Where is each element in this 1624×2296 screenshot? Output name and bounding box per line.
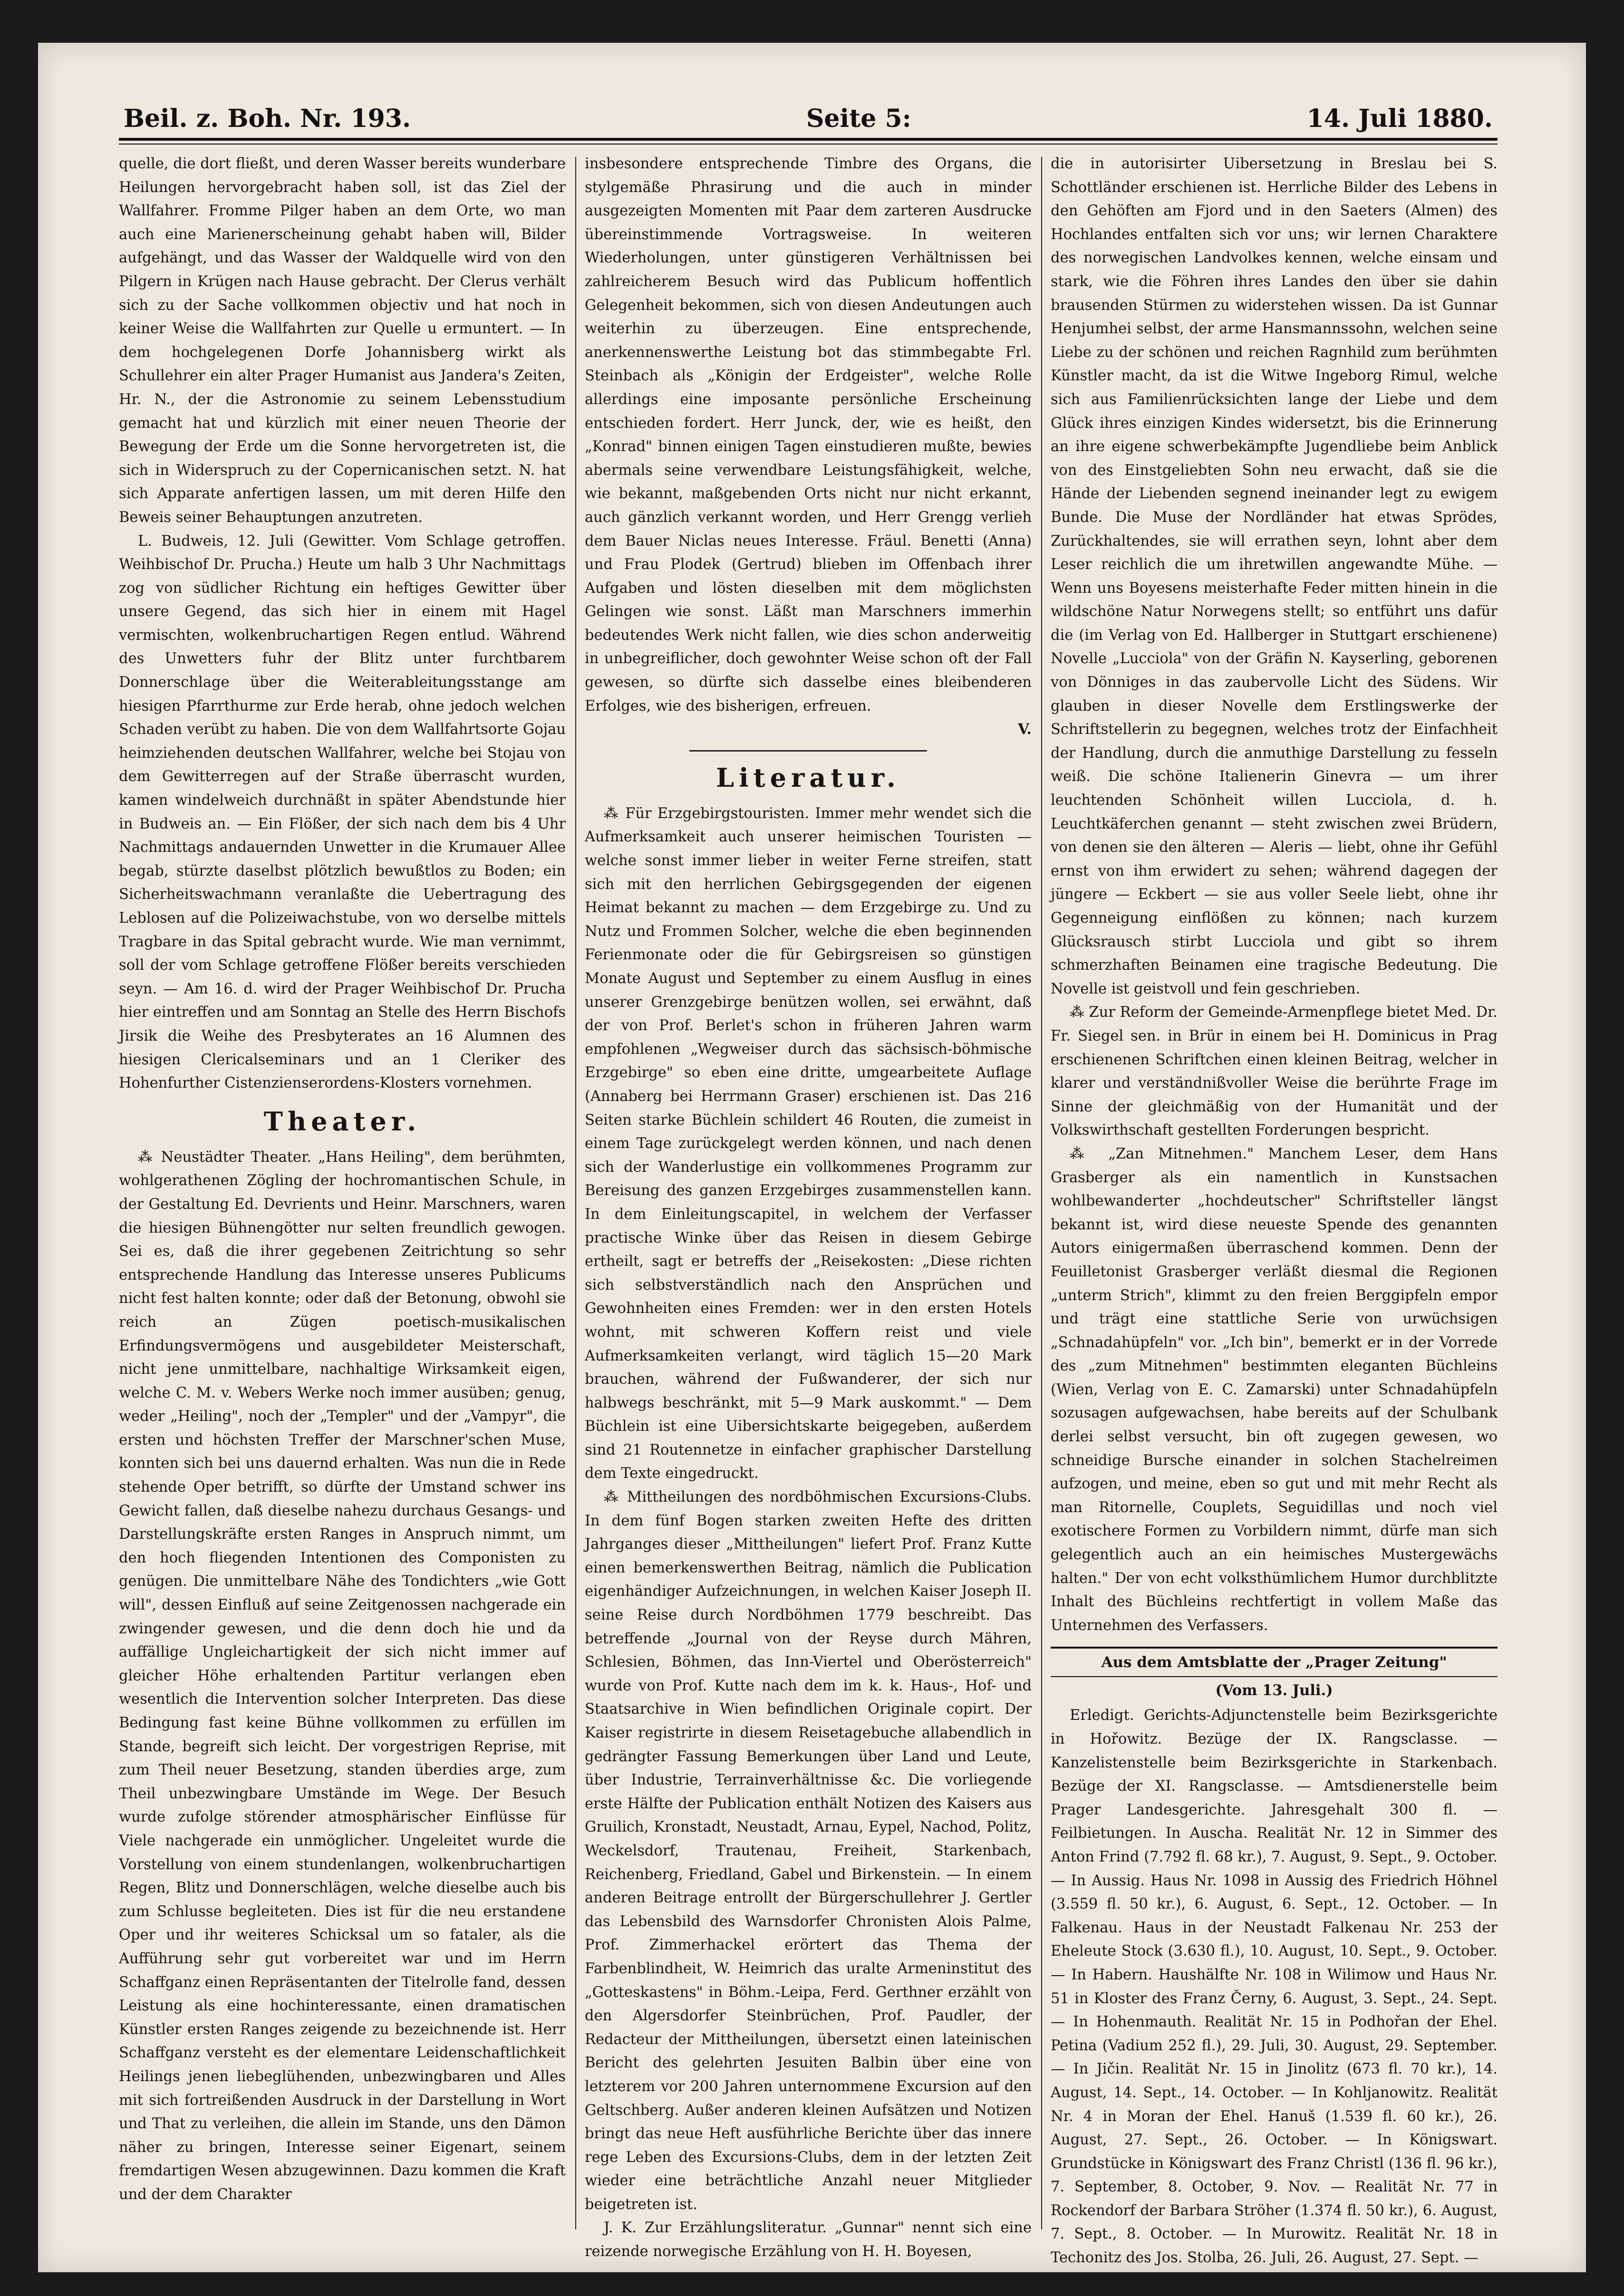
amtsblatt-title: Aus dem Amtsblatte der „Prager Zeitung" bbox=[1051, 1647, 1498, 1677]
article-pilgrimage-text: quelle, die dort fließt, und deren Wasser bereits wunderbare Heilungen hervorgebracht haben soll, ist das Ziel der Wallfahrer. Fromme Pilger haben an dem Orte, wo man auch eine Marienerscheinung gehabt haben will, Bilder aufgehängt, und das Wasser der Waldquelle wird von den Pilgern in Krügen nach Hause gebracht. Der Clerus verhält sich zu der Sache vollkommen objectiv und hat noch in keiner Weise die Wallfahrten zur Quelle u ermuntert. — In dem hochgelegenen Dorfe Johannisberg wirkt als Schullehrer ein alter Prager Humanist aus Jandera's Zeiten, Hr. N., der die Astronomie zu seinem Lebensstudium gemacht hat und kürzlich mit einer neuen Theorie der Bewegung der Erde um die Sonne hervorgetreten ist, die sich in Widerspruch zu der Copernicanischen setzt. N. hat sich Apparate anfertigen lassen, um mit deren Hilfe den Beweis seiner Behauptungen anzutreten. bbox=[119, 155, 566, 526]
article-theater-heiling: ⁂ Neustädter Theater. „Hans Heiling", dem berühmten, wohlgerathenen Zögling der hochromantischen Schule, in der Gestaltung Ed. Devrients und Heinr. Marschners, waren die hiesigen Bühnengötter nur selten freundlich gewogen. Sei es, daß die ihrer gegebenen Zeitrichtung so sehr entsprechende Handlung das Interesse unseres Publicums nicht fest halten konnte; oder daß der Betonung, obwohl sie reich an Zügen poetisch-musikalischen Erfindungsvermögens und ausgebildeter Meisterschaft, nicht jene unmittelbare, nachhaltige Wirksamkeit eigen, welche C. M. v. Webers Werke noch immer ausüben; genug, weder „Heiling", noch der „Templer" und der „Vampyr", die ersten und höchsten Treffer der Marschner'schen Muse, konnten sich bei uns dauernd erhalten. Was nun die in Rede stehende Oper betrifft, so dürfte der Umstand schwer ins Gewicht fallen, daß dieselbe nahezu durchaus Gesangs- und Darstellungskräfte ersten Ranges in Anspruch nimmt, um den hoch fliegenden Intentionen des Componisten zu genügen. Die unmittelbare Nähe des Tondichters „wie Gott will", dessen Einfluß auf seine Zeitgenossen nachgerade ein zwingender gewesen, und die denn doch hie und da auffällige Ungleichartigkeit der sich nicht immer auf gleicher Höhe erhaltenden Partitur verlangen eben wesentlich die Intervention solcher Interpreten. Das diese Bedingung fast keine Bühne vollkommen zu erfüllen im Stande, begreift sich leicht. Der vorgestrigen Reprise, mit zum Theil neuer Besetzung, standen überdies arge, zum Theil unbezwingbare Umstände im Wege. Der Besuch wurde zufolge störender atmosphärischer Einflüsse für Viele nachgerade ein unmöglicher. Ungeleitet wurde die Vorstellung von einem stundenlangen, wolkenbruchartigen Regen, Blitz und Donnerschlägen, welche dieselbe auch bis zum Schlusse begleiteten. Dies ist für die neu erstandene Oper und ihr weiteres Schicksal um so fataler, als die Aufführung sehr gut vorbereitet war und im Herrn Schaffganz einen Repräsentanten der Titelrolle fand, dessen Leistung als eine hochinteressante, einen dramatischen Künstler ersten Ranges zeigende zu bezeichnende ist. Herr Schaffganz versteht es der elementare Leidenschaftlichkeit Heilings jenen liebeglühenden, unbezwingbaren und Alles mit sich fortreißenden Ausdruck in der Darstellung in Wort und That zu verleihen, die allein im Stande, uns den Dämon näher zu bringen, Interesse seiner Eigenart, seinem fremdartigen Wesen abzugewinnen. Dazu kommen die Kraft und der dem Charakter bbox=[119, 1148, 566, 2203]
article-gunnar-continued: die in autorisirter Uibersetzung in Breslau bei S. Schottländer erschienen ist. Herrliche Bilder des Lebens in den Gehöften am Fjord und in den Saeters (Almen) des Hochlandes entfalten sich vor uns; wir lernen Charaktere des norwegischen Landvolkes kennen, welche einsam und stark, wie die Föhren ihres Landes den über sie dahin brausenden Stürmen zu widerstehen wissen. Da ist Gunnar Henjumhei selbst, der arme Hansmannssohn, welchen seine Liebe zu der schönen und reichen Ragnhild zum berühmten Künstler macht, da ist die Witwe Ingeborg Rimul, welche sich aus Familienrücksichten lange der Liebe und dem Glück ihres einzigen Kindes widersetzt, bis die Erinnerung an ihre eigene schwerbekämpfte Jugendliebe beim Anblick von des Einstgeliebten Sohn neu erwacht, daß sie die Hände der Liebenden segnend ineinander legt zu ewigem Bunde. Die Muse der Nordländer hat etwas Sprödes, Zurückhaltendes, sie will errathen seyn, lohnt aber dem Leser reichlich die um ihretwillen angewandte Mühe. — Wenn uns Boyesens meisterhafte Feder mitten hinein in die wildschöne Natur Norwegens stellt; so entführt uns dafür die (im Verlag von Ed. Hallberger in Stuttgart erschienene) Novelle „Lucciola" von der Gräfin N. Kayserling, geborenen von Dönniges in das zaubervolle Licht des Südens. Wir glauben in dieser Novelle dem Erstlingswerke der Schriftstellerin zu begegnen, welches trotz der Einfachheit der Handlung, durch die anmuthige Darstellung zu fesseln weiß. Die schöne Italienerin Ginevra — um ihrer leuchtenden Schönheit willen Lucciola, d. h. Leuchtkäferchen genannt — steht zwischen zwei Brüdern, von denen sie den älteren — Aleris — liebt, ohne ihr Gefühl ernst von ihm erwidert zu sehen; während dagegen der jüngere — Eckbert — sie aus voller Seele liebt, ohne ihr Gegenneigung einflößen zu können; nach kurzem Glücksrausch stirbt Lucciola und gibt so ihrem schmerzhaften Beinamen eine tragische Bedeutung. Die Novelle ist geistvoll und fein geschrieben. bbox=[1051, 155, 1498, 997]
article-erzgebirge: ⁂ Für Erzgebirgstouristen. Immer mehr wendet sich die Aufmerksamkeit auch unserer heimischen Touristen — welche sonst immer lieber in weiter Ferne streifen, statt sich mit den herrlichen Gebirgsgegenden der eigenen Heimat bekannt zu machen — dem Erzgebirge zu. Und zu Nutz und Frommen Solcher, welche die eben beginnenden Ferienmonate oder die für Gebirgsreisen so günstigen Monate August und September zu einem Ausflug in eines unserer Grenzgebirge benützen wollen, sei erwähnt, daß der von Prof. Berlet's schon in früheren Jahren warm empfohlenen „Wegweiser durch das sächsisch-böhmische Erzgebirge" so eben eine dritte, umgearbeitete Auflage (Annaberg bei Herrmann Graser) erschienen ist. Das 216 Seiten starke Büchlein schildert 46 Routen, die zumeist in einem Tage zurückgelegt werden können, und nach denen sich der Wanderlustige ein vollkommenes Programm zur Bereisung des ganzen Erzgebirges zusammenstellen kann. In dem Einleitungscapitel, in welchem der Verfasser practische Winke über das Reisen in diesem Gebirge ertheilt, sagt er betreffs der „Reisekosten: „Diese richten sich selbstverständlich nach den Ansprüchen und Gewohnheiten eines Fremden: wer in den ersten Hotels wohnt, mit schweren Koffern reist und viele Aufmerksamkeiten verlangt, wird täglich 15—20 Mark brauchen, während der Fußwanderer, der sich nur halbwegs beschränkt, mit 5—9 Mark auskommt." — Dem Büchlein ist eine Uibersichtskarte beigegeben, außerdem sind 21 Routennetze in einfacher graphischer Darstellung dem Texte eingedruckt. bbox=[585, 805, 1032, 1482]
page-header bbox=[124, 90, 1493, 133]
article-gunnar: J. K. Zur Erzählungsliteratur. „Gunnar" nennt sich eine reizende norwegische Erzählung von H. H. Boyesen, bbox=[585, 2219, 1032, 2260]
column-3 bbox=[1051, 152, 1498, 2267]
header-date: 14. Juli 1880. bbox=[1306, 104, 1493, 133]
column-divider-1 bbox=[575, 157, 576, 2229]
section-title-literature: Literatur. bbox=[716, 762, 900, 793]
header-page-number: Seite 5: bbox=[806, 104, 911, 133]
header-issue: Beil. z. Boh. Nr. 193. bbox=[124, 104, 411, 133]
section-divider bbox=[689, 750, 927, 752]
header-rule-thin bbox=[119, 144, 1498, 145]
article-signature: V. bbox=[1018, 721, 1032, 738]
column-divider-2 bbox=[1041, 157, 1042, 2229]
header-rule bbox=[119, 138, 1498, 141]
column-2 bbox=[585, 152, 1032, 2260]
amtsblatt-date: (Vom 13. Juli.) bbox=[1215, 1682, 1333, 1699]
newspaper-page bbox=[38, 43, 1586, 2272]
article-theater-continued: insbesondere entsprechende Timbre des Organs, die stylgemäße Phrasirung und die auch in minder ausgezeigten Momenten mit Paar dem zarteren Ausdrucke übereinstimmende Vortragsweise. In weiteren Wiederholungen, unter günstigeren Verhältnissen bei zahlreicherem Besuch wird das Publicum hoffentlich Gelegenheit bekommen, sich von diesen Andeutungen auch weiterhin zu überzeugen. Eine entsprechende, anerkennenswerthe Leistung bot das stimmbegabte Frl. Steinbach als „Königin der Erdgeister", welche Rolle allerdings eine imposante persönliche Erscheinung entschieden fordert. Herr Junck, der, wie es heißt, den „Konrad" binnen einigen Tagen einstudieren mußte, bewies abermals seine verwendbare Leistungsfähigkeit, welche, wie bekannt, maßgebenden Orts nicht nur nicht erkannt, auch gänzlich verkannt worden, und Herr Grengg verlieh dem Bauer Niclas neues Interesse. Fräul. Benetti (Anna) und Frau Plodek (Gertrud) blieben im Offenbach ihrer Aufgaben und lösten dieselben mit dem möglichsten Gelingen wie sonst. Läßt man Marschners immerhin bedeutendes Werk nicht fallen, wie dies schon anderweitig in unbegreiflicher, doch gewohnter Weise schon oft der Fall gewesen, so dürfte sich dasselbe eines bleibenderen Erfolges, wie des bisherigen, erfreuen. bbox=[585, 155, 1032, 714]
column-1 bbox=[119, 152, 566, 2234]
amtsblatt-listings: Erledigt. Gerichts-Adjunctenstelle beim Bezirksgerichte in Hořowitz. Bezüge der IX. Rangsclasse. — Kanzelistenstelle beim Bezirksgerichte in Starkenbach. Bezüge der XI. Rangsclasse. — Amtsdienerstelle beim Prager Landesgerichte. Jahresgehalt 300 fl. — Feilbietungen. In Auscha. Realität Nr. 12 in Simmer des Anton Frind (7.792 fl. 68 kr.), 7. August, 9. Sept., 9. October. — In Aussig. Haus Nr. 1098 in Aussig des Friedrich Höhnel (3.559 fl. 50 kr.), 6. August, 6. Sept., 12. October. — In Falkenau. Haus in der Neustadt Falkenau Nr. 253 der Eheleute Stock (3.630 fl.), 10. August, 10. Sept., 9. October. — In Habern. Haushälfte Nr. 108 in Wilimow und Haus Nr. 51 in Kloster des Franz Černy, 6. August, 3. Sept., 24. Sept. — In Hohenmauth. Realität Nr. 15 in Podhořan der Ehel. Petina (Vadium 252 fl.), 29. Juli, 30. August, 29. September. — In Jičin. Realität Nr. 15 in Jinolitz (673 fl. 70 kr.), 14. August, 14. Sept., 14. October. — In Kohljanowitz. Realität Nr. 4 in Moran der Ehel. Hanuš (1.539 fl. 60 kr.), 26. August, 27. Sept., 26. October. — In Königswart. Grundstücke in Königswart des Franz Christl (136 fl. 96 kr.), 7. September, 8. October, 9. Nov. — Realität Nr. 77 in Rockendorf der Barbara Ströher (1.374 fl. 50 kr.), 6. August, 7. Sept., 8. October. — In Murowitz. Realität Nr. 18 in Techonitz des Jos. Stolba, 26. Juli, 26. August, 27. Sept. — bbox=[1051, 1707, 1498, 2267]
section-title-theater: Theater. bbox=[263, 1106, 421, 1137]
article-zan-mitnehmen: ⁂ „Zan Mitnehmen." Manchem Leser, dem Hans Grasberger als ein namentlich in Kunstsachen wohlbewanderter „hochdeutscher" Schriftsteller längst bekannt ist, wird diese neueste Spende des genannten Autors einigermaßen überraschend kommen. Denn der Feuilletonist Grasberger verläßt diesmal die Regionen „unterm Strich", klimmt zu den freien Berggipfeln empor und trägt eine stattliche Serie von urwüchsigen „Schnadahüpfeln" vor. „Ich bin", bemerkt er in der Vorrede des „zum Mitnehmen" bestimmten eleganten Büchleins (Wien, Verlag von E. C. Zamarski) unter Schnadahüpfeln sozusagen aufgewachsen, habe bereits auf der Schulbank derlei selbst versucht, bin oft zugegen gewesen, wo schneidige Bursche einander in solchen Stachelreimen aufzogen, und meine, eben so gut und mit mehr Recht als man Ritornelle, Couplets, Seguidillas und noch viel exotischere Formen zu Vorbildern nimmt, dürfe man sich gelegentlich auch an ein heimisches Mustergewächs halten." Der von echt volksthümlichem Humor durchblitzte Inhalt des Büchleins rechtfertigt in vollem Maße das Unternehmen des Verfassers. bbox=[1051, 1145, 1498, 1634]
article-excursions-club: ⁂ Mittheilungen des nordböhmischen Excursions-Clubs. In dem fünf Bogen starken zweiten Hefte des dritten Jahrganges dieser „Mittheilungen" liefert Prof. Franz Kutte einen bemerkenswerthen Beitrag, nämlich die Publication eigenhändiger Aufzeichnungen, in welchen Kaiser Joseph II. seine Reise durch Nordböhmen 1779 beschreibt. Das betreffende „Journal von der Reyse durch Mähren, Schlesien, Böhmen, das Inn-Viertel und Oberösterreich" wurde von Prof. Kutte nach dem im k. k. Haus-, Hof- und Staatsarchive in Wien befindlichen Originale copirt. Der Kaiser registrirte in diesem Reisetagebuche allabendlich in gedrängter Fassung Bemerkungen über Land und Leute, über Industrie, Terrainverhältnisse &c. Die vorliegende erste Hälfte der Publication enthält Notizen des Kaisers aus Gruilich, Kronstadt, Neustadt, Arnau, Eypel, Nachod, Politz, Weckelsdorf, Trautenau, Freiheit, Starkenbach, Reichenberg, Friedland, Gabel und Birkenstein. — In einem anderen Beitrage entrollt der Bürgerschullehrer J. Gertler das Lebensbild des Warnsdorfer Chronisten Alois Palme, Prof. Zimmerhackel erörtert das Thema der Farbenblindheit, W. Heimrich das uralte Armeninstitut des „Gotteskastens" in Böhm.-Leipa, Ferd. Gerthner erzählt von den Algersdorfer Steinbrüchen, Prof. Paudler, der Redacteur der Mittheilungen, übersetzt einen lateinischen Bericht des gelehrten Jesuiten Balbin über eine von letzterem vor 200 Jahren unternommene Excursion auf den Geltschberg. Außer anderen kleinen Aufsätzen und Notizen bringt das neue Heft ausführliche Berichte über das innere rege Leben des Excursions-Clubs, dem in der letzten Zeit wieder eine beträchtliche Anzahl neuer Mitglieder beigetreten ist. bbox=[585, 1489, 1032, 2213]
article-armenpflege: ⁂ Zur Reform der Gemeinde-Armenpflege bietet Med. Dr. Fr. Siegel sen. in Brür in einem bei H. Dominicus in Prag erschienenen Schriftchen einen kleinen Beitrag, welcher in klarer und verständnißvoller Weise die berührte Frage im Sinne der gleichmäßig von der Humanität und der Volkswirthschaft gestellten Forderungen bespricht. bbox=[1051, 1004, 1498, 1139]
article-budweis: L. Budweis, 12. Juli (Gewitter. Vom Schlage getroffen. Weihbischof Dr. Prucha.) Heute um halb 3 Uhr Nachmittags zog von südlicher Richtung ein heftiges Gewitter über unsere Gegend, das sich hier in einem mit Hagel vermischten, wolkenbruchartigen Regen entlud. Während des Unwetters fuhr der Blitz unter furchtbarem Donnerschlage über die Weiterableitungsstange am hiesigen Pfarrthurme zur Erde herab, ohne jedoch welchen Schaden verübt zu haben. Die von dem Wallfahrtsorte Gojau heimziehenden deutschen Wallfahrer, welche bei Stojau von dem Gewitterregen auf der Straße überrascht wurden, kamen windelweich durchnäßt in später Abendstunde hier in Budweis an. — Ein Flößer, der sich nach dem bis 4 Uhr Nachmittags andauernden Unwetter in die Krumauer Allee begab, stürzte daselbst plötzlich bewußtlos zu Boden; ein Sicherheitswachmann veranlaßte die Uebertragung des Leblosen auf die Polizeiwachstube, von wo derselbe mittels Tragbare in das Spital gebracht wurde. Wie man vernimmt, soll der vom Schlage getroffene Flößer bereits verschieden seyn. — Am 16. d. wird der Prager Weihbischof Dr. Prucha hier eintreffen und am Sonntag an Stelle des Herrn Bischofs Jirsik die Weihe des Presbyterates an 16 Alumnen des hiesigen Clericalseminars und an 1 Cleriker des Hohenfurther Cistenzienserordens-Klosters vornehmen. bbox=[119, 532, 566, 1092]
